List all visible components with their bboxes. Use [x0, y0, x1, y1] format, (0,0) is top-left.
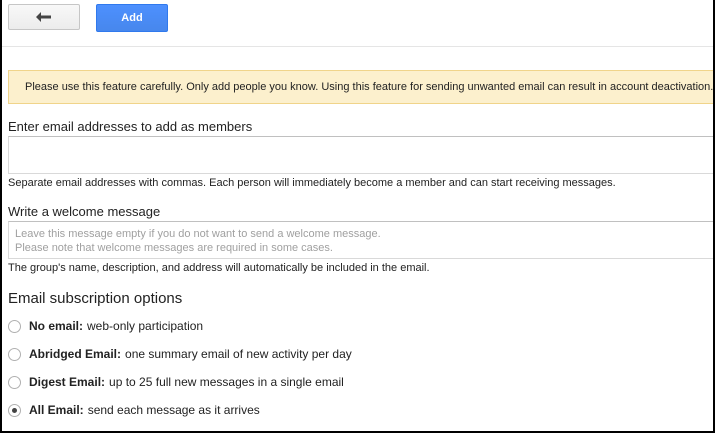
- radio-all-email[interactable]: [8, 404, 21, 417]
- option-name: Abridged Email:: [29, 347, 122, 361]
- radio-digest-email[interactable]: [8, 376, 21, 389]
- radio-no-email[interactable]: [8, 320, 21, 333]
- warning-banner: Please use this feature carefully. Only add people you know. Using this feature for sending unwanted email can result in account deactivation.: [8, 70, 713, 104]
- option-all-email[interactable]: [8, 400, 260, 420]
- option-desc: up to 25 full new messages in a single email: [109, 375, 344, 389]
- welcome-hint: The group's name, description, and address will automatically be included in the email.: [8, 262, 430, 274]
- option-desc: web-only participation: [87, 319, 204, 333]
- option-desc: send each message as it arrives: [87, 403, 260, 417]
- back-button[interactable]: [8, 4, 80, 30]
- option-name: All Email:: [29, 403, 84, 417]
- welcome-message-input[interactable]: [8, 221, 713, 259]
- members-label: Enter email addresses to add as members: [8, 119, 253, 134]
- back-arrow-icon: [36, 12, 52, 22]
- option-abridged-email[interactable]: [8, 344, 352, 364]
- add-members-page: [2, 0, 713, 431]
- add-button[interactable]: Add: [96, 4, 168, 32]
- members-hint: Separate email addresses with commas. Each person will immediately become a member and can start receiving messages.: [8, 177, 616, 189]
- radio-abridged-email[interactable]: [8, 348, 21, 361]
- option-name: Digest Email:: [29, 375, 106, 389]
- email-addresses-input[interactable]: [8, 136, 713, 174]
- option-no-email[interactable]: [8, 316, 203, 336]
- option-digest-email[interactable]: [8, 372, 344, 392]
- subscription-title: Email subscription options: [8, 290, 183, 307]
- option-name: No email:: [29, 319, 84, 333]
- welcome-label: Write a welcome message: [8, 204, 161, 219]
- toolbar: [2, 0, 713, 47]
- option-desc: one summary email of new activity per day: [125, 347, 352, 361]
